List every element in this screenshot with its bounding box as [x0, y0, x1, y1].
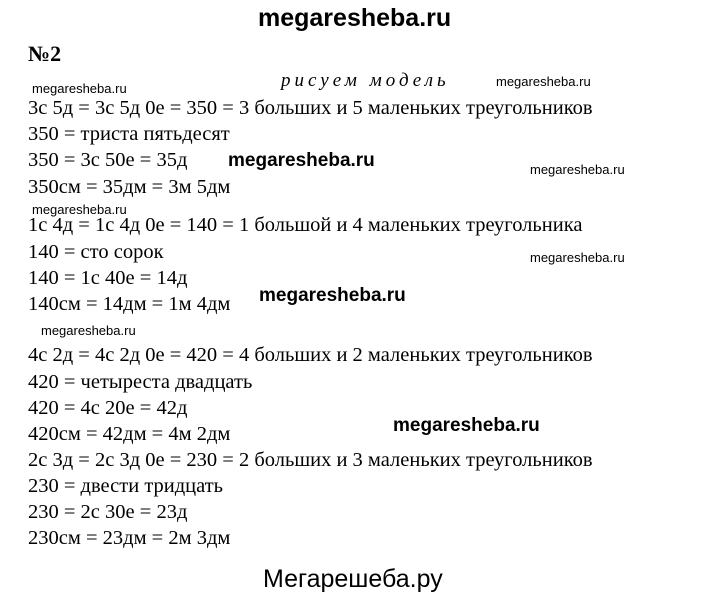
watermark: megaresheba.ru [41, 323, 136, 338]
solution-line: 420 = 4с 20е = 42д [28, 397, 188, 419]
solution-line: 230 = 2с 30е = 23д [28, 501, 188, 523]
solution-line: 420 = четыреста двадцать [28, 371, 253, 393]
task-number: №2 [28, 41, 62, 66]
watermark: megaresheba.ru [32, 81, 127, 96]
subtitle: рисуем модель [281, 70, 450, 91]
solution-line: 140см = 14дм = 1м 4дм [28, 293, 231, 315]
solution-line: 2с 3д = 2с 3д 0е = 230 = 2 больших и 3 маленьких треугольников [28, 449, 593, 471]
solution-line: 140 = 1с 40е = 14д [28, 267, 188, 289]
watermark: megaresheba.ru [530, 162, 625, 177]
solution-line: 4с 2д = 4с 2д 0е = 420 = 4 больших и 2 маленьких треугольников [28, 344, 593, 366]
solution-line: 420см = 42дм = 4м 2дм [28, 423, 231, 445]
watermark-large: megaresheba.ru [259, 285, 406, 306]
solution-line: 350 = 3с 50е = 35д [28, 149, 188, 171]
solution-line: 230см = 23дм = 2м 3дм [28, 527, 231, 549]
watermark: megaresheba.ru [530, 250, 625, 265]
watermark-large: megaresheba.ru [393, 415, 540, 436]
site-logo: megaresheba.ru [258, 4, 452, 32]
solution-line: 1с 4д = 1с 4д 0е = 140 = 1 большой и 4 маленьких треугольника [28, 214, 583, 236]
solution-line: 140 = сто сорок [28, 241, 164, 263]
solution-line: 230 = двести тридцать [28, 475, 224, 497]
watermark: megaresheba.ru [32, 202, 127, 217]
solution-line: 3с 5д = 3с 5д 0е = 350 = 3 больших и 5 маленьких треугольников [28, 97, 593, 119]
footer-logo: Мегарешеба.ру [263, 565, 443, 593]
solution-line: 350 = триста пятьдесят [28, 123, 230, 145]
watermark-large: megaresheba.ru [228, 150, 375, 171]
solution-line: 350см = 35дм = 3м 5дм [28, 176, 231, 198]
watermark: megaresheba.ru [496, 74, 591, 89]
